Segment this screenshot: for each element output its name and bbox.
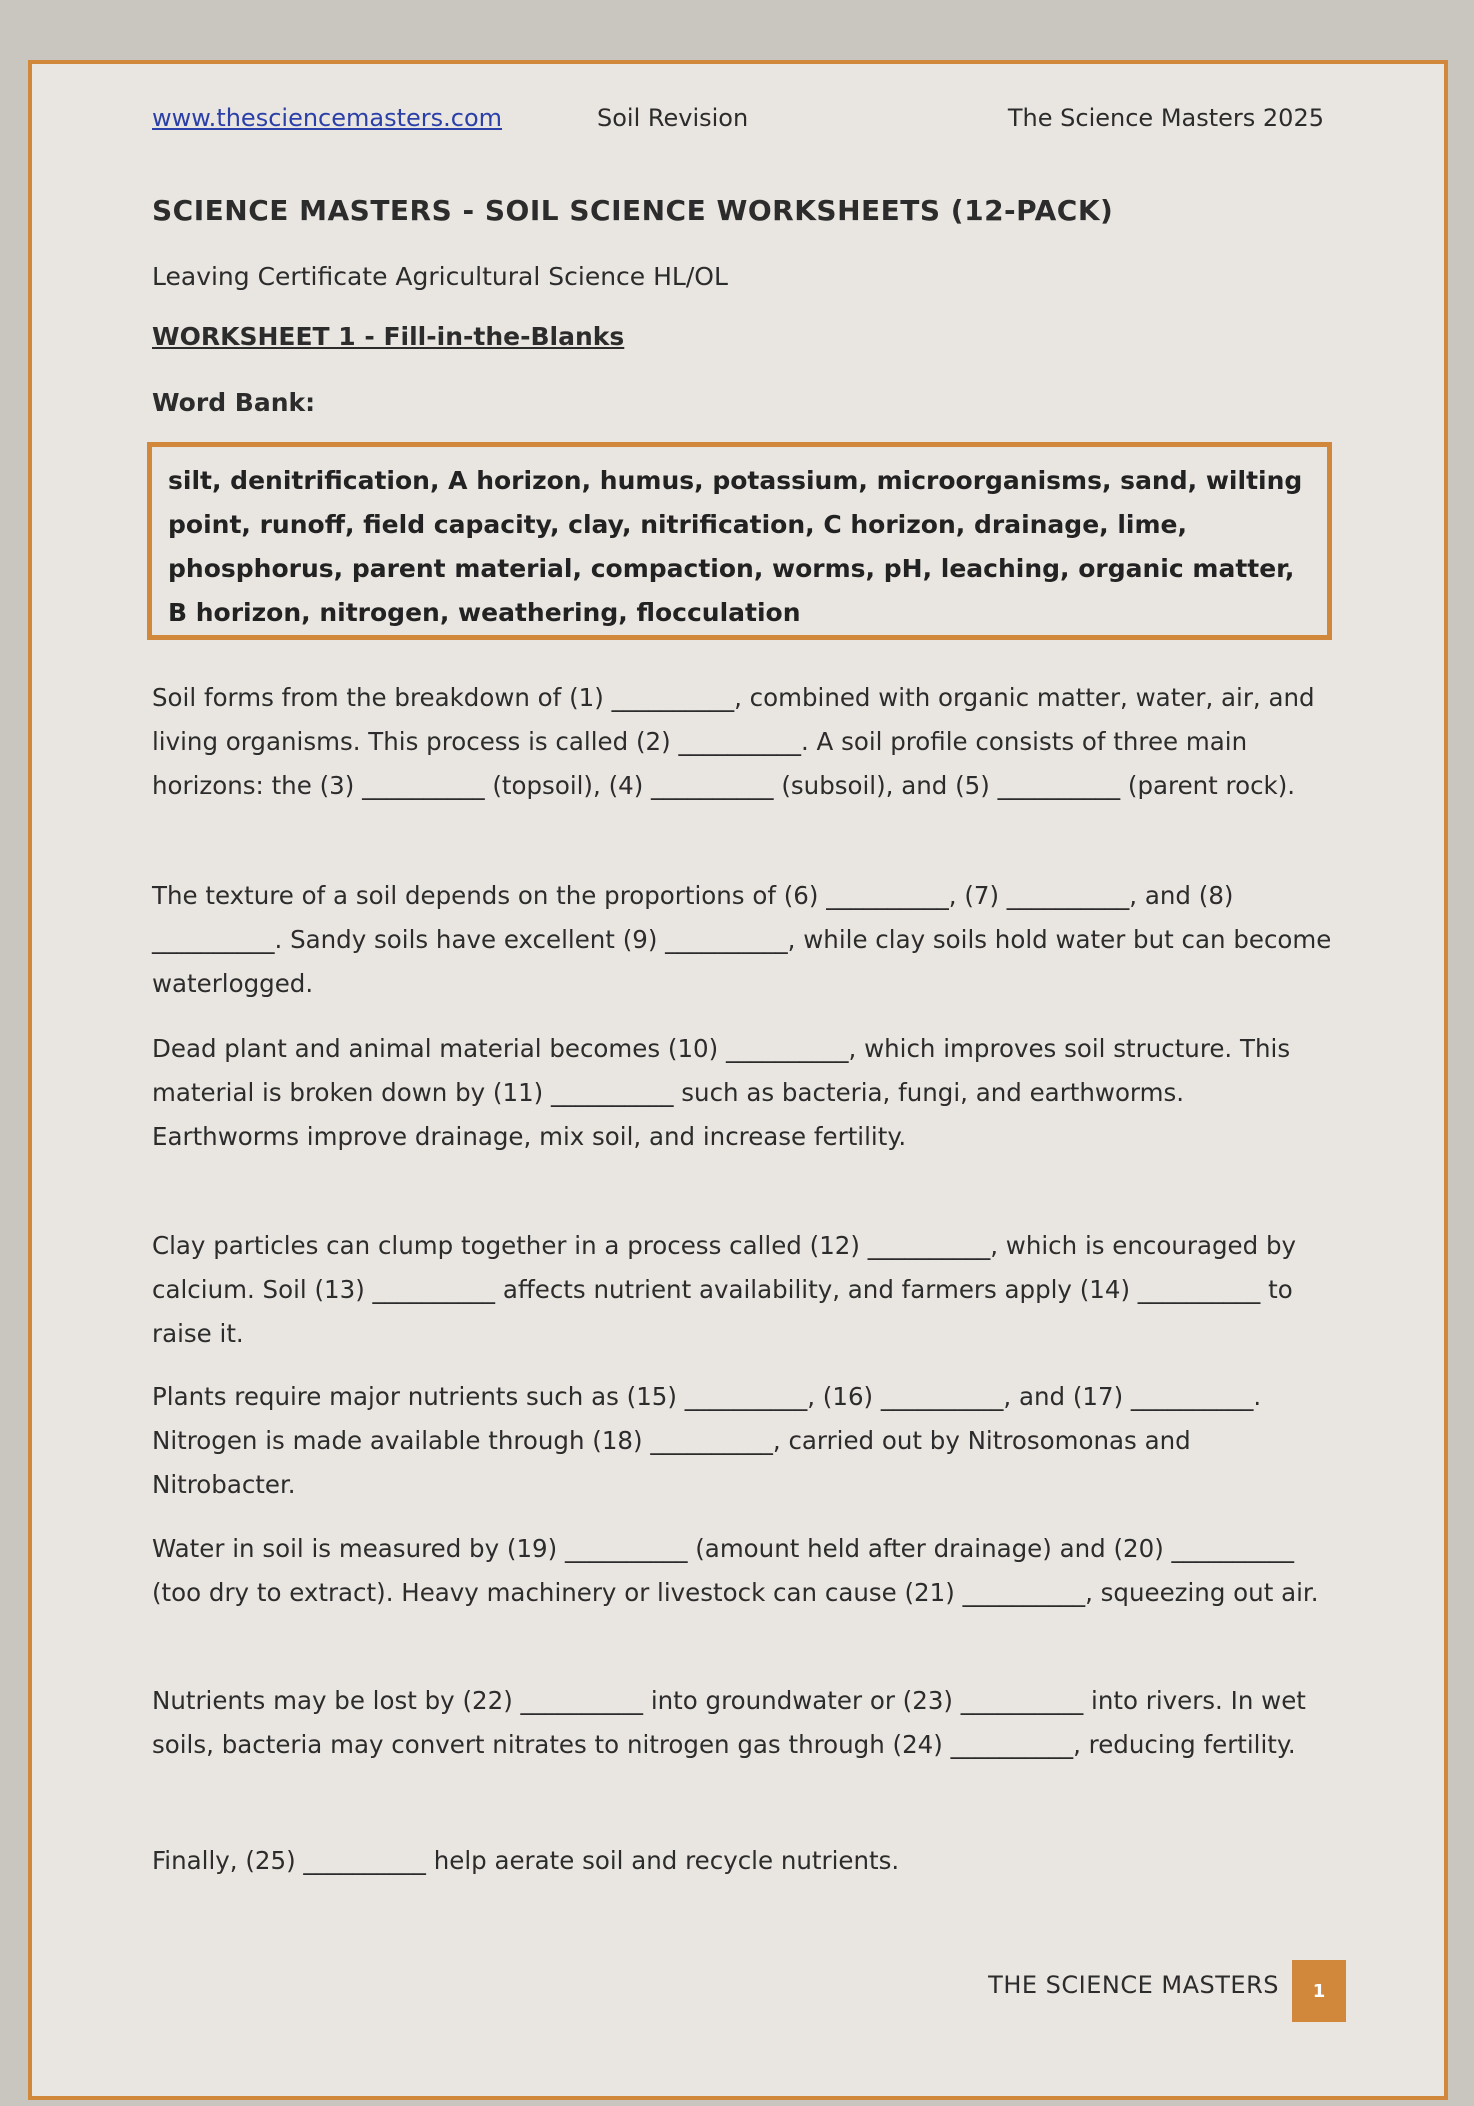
passage-soil-texture: The texture of a soil depends on the proportions of (6) __________, (7) __________, and (8) __________. Sandy soils have excellent (9) __________, while clay soils hold water but can become waterlogged. [152, 881, 1332, 998]
passage-soil-water: Water in soil is measured by (19) __________ (amount held after drainage) and (20) __________ (too dry to extract). Heavy machinery or livestock can cause (21) __________, squeezing out air. [152, 1534, 1319, 1607]
header-brand-year: The Science Masters 2025 [1007, 104, 1324, 132]
worksheet-page [28, 60, 1448, 2100]
page-number-badge: 1 [1292, 1960, 1346, 2022]
passage-worms: Finally, (25) __________ help aerate soil and recycle nutrients. [152, 1846, 900, 1875]
footer-brand: THE SCIENCE MASTERS [988, 1971, 1279, 1999]
header-topic: Soil Revision [597, 104, 749, 132]
website-link[interactable]: www.thesciencemasters.com [152, 104, 503, 132]
course-subtitle: Leaving Certificate Agricultural Science HL/OL [152, 262, 728, 291]
passage-nutrient-loss: Nutrients may be lost by (22) __________ into groundwater or (23) __________ into rivers. In wet soils, bacteria may convert nitrates to nitrogen gas through (24) __________, reducing fertility. [152, 1686, 1306, 1759]
word-bank-label: Word Bank: [152, 388, 316, 417]
passage-soil-formation: Soil forms from the breakdown of (1) __________, combined with organic matter, water, air, and living organisms. This process is called (2) __________. A soil profile consists of three main horizons: the (3) __________ (topsoil), (4) __________ (subsoil), and (5) __________ (parent rock). [152, 683, 1315, 800]
page-header [152, 104, 1324, 144]
worksheet-pack-title: SCIENCE MASTERS - SOIL SCIENCE WORKSHEETS (12-PACK) [152, 194, 1114, 227]
worksheet-title: WORKSHEET 1 - Fill-in-the-Blanks [152, 322, 625, 351]
word-bank-box: silt, denitrification, A horizon, humus, potassium, microorganisms, sand, wilting point, runoff, field capacity, clay, nitrification, C horizon, drainage, lime, phosphorus, parent material, compaction, worms, pH, leaching, organic matter, B horizon, nitrogen, weathering, flocculation [147, 442, 1332, 640]
passage-organic-matter: Dead plant and animal material becomes (10) __________, which improves soil structure. This material is broken down by (11) __________ such as bacteria, fungi, and earthworms. Earthworms improve drainage, mix soil, and increase fertility. [152, 1034, 1291, 1151]
passage-nutrients: Plants require major nutrients such as (15) __________, (16) __________, and (17) __________. Nitrogen is made available through (18) __________, carried out by Nitrosomonas and Nitrobacter. [152, 1382, 1262, 1499]
passage-flocculation-ph: Clay particles can clump together in a process called (12) __________, which is encouraged by calcium. Soil (13) __________ affects nutrient availability, and farmers apply (14) __________ to raise it. [152, 1231, 1296, 1348]
